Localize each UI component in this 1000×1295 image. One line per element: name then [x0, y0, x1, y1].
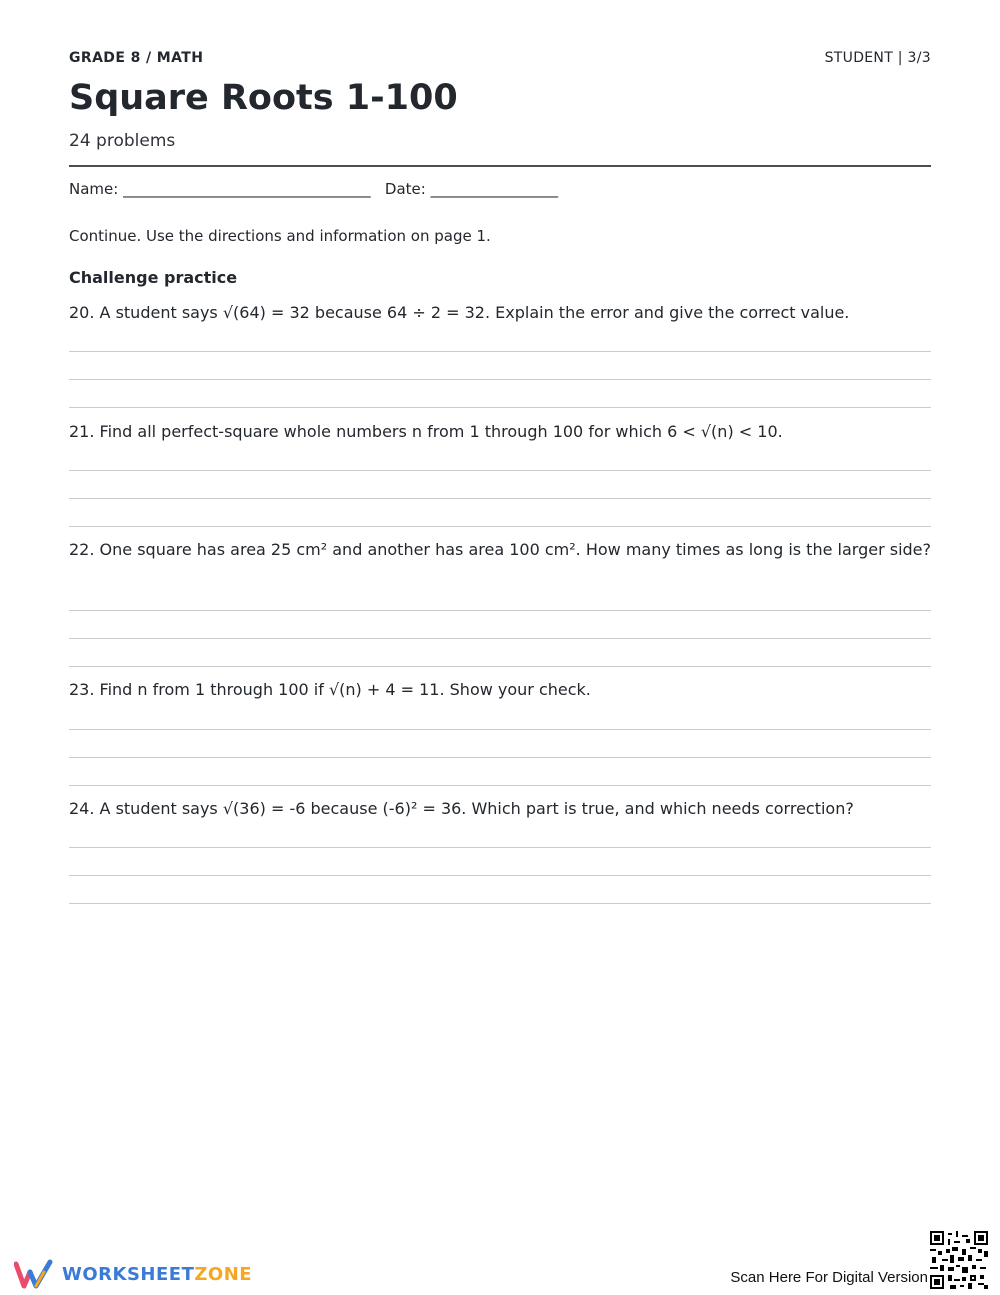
- answer-line[interactable]: [69, 498, 931, 499]
- header-divider: [69, 165, 931, 167]
- name-blank[interactable]: _________________________________: [123, 180, 371, 198]
- logo-word-zone: ZONE: [194, 1264, 253, 1285]
- answer-line[interactable]: [69, 638, 931, 639]
- problem-text: 22. One square has area 25 cm² and another has area 100 cm². How many times as long is the larger side?: [69, 540, 932, 559]
- logo-mark-icon: [14, 1258, 54, 1290]
- problem-20: [69, 302, 931, 324]
- problem-22: [69, 539, 931, 561]
- answer-line[interactable]: [69, 875, 931, 876]
- answer-line[interactable]: [69, 757, 931, 758]
- problem-text: 23. Find n from 1 through 100 if √(n) + 4 = 11. Show your check.: [69, 680, 591, 699]
- problem-count: 24 problems: [69, 131, 176, 151]
- problem-24: [69, 798, 931, 820]
- answer-line[interactable]: [69, 351, 931, 352]
- answer-line[interactable]: [69, 666, 931, 667]
- answer-line[interactable]: [69, 407, 931, 408]
- header-bar: [69, 50, 931, 70]
- answer-line[interactable]: [69, 526, 931, 527]
- name-label: Name:: [69, 180, 119, 198]
- name-date-fields: [69, 180, 558, 198]
- problem-23: [69, 679, 931, 701]
- answer-line[interactable]: [69, 785, 931, 786]
- answer-line[interactable]: [69, 847, 931, 848]
- logo-word-worksheet: WORKSHEET: [62, 1264, 195, 1285]
- section-title: Challenge practice: [69, 268, 238, 287]
- date-blank[interactable]: _________________: [430, 180, 559, 198]
- answer-line[interactable]: [69, 379, 931, 380]
- scan-caption: Scan Here For Digital Version: [730, 1269, 928, 1286]
- problem-text: 20. A student says √(64) = 32 because 64 ÷ 2 = 32. Explain the error and give the correct value.: [69, 303, 850, 322]
- answer-line[interactable]: [69, 903, 931, 904]
- logo-wordmark: [62, 1264, 252, 1285]
- problem-text: 21. Find all perfect-square whole numbers n from 1 through 100 for which 6 < √(n) < 10.: [69, 422, 783, 441]
- date-label: Date:: [384, 180, 426, 198]
- grade-subject: GRADE 8 / MATH: [69, 50, 204, 66]
- problem-21: [69, 421, 931, 443]
- worksheetzone-logo[interactable]: [14, 1258, 254, 1292]
- instructions: Continue. Use the directions and information on page 1.: [69, 227, 491, 245]
- answer-line[interactable]: [69, 470, 931, 471]
- page-label: STUDENT | 3/3: [824, 50, 931, 66]
- page-title: Square Roots 1-100: [69, 78, 458, 118]
- answer-line[interactable]: [69, 610, 931, 611]
- qr-code-icon[interactable]: [930, 1231, 988, 1289]
- problem-text: 24. A student says √(36) = -6 because (-6)² = 36. Which part is true, and which needs correction?: [69, 799, 854, 818]
- answer-line[interactable]: [69, 729, 931, 730]
